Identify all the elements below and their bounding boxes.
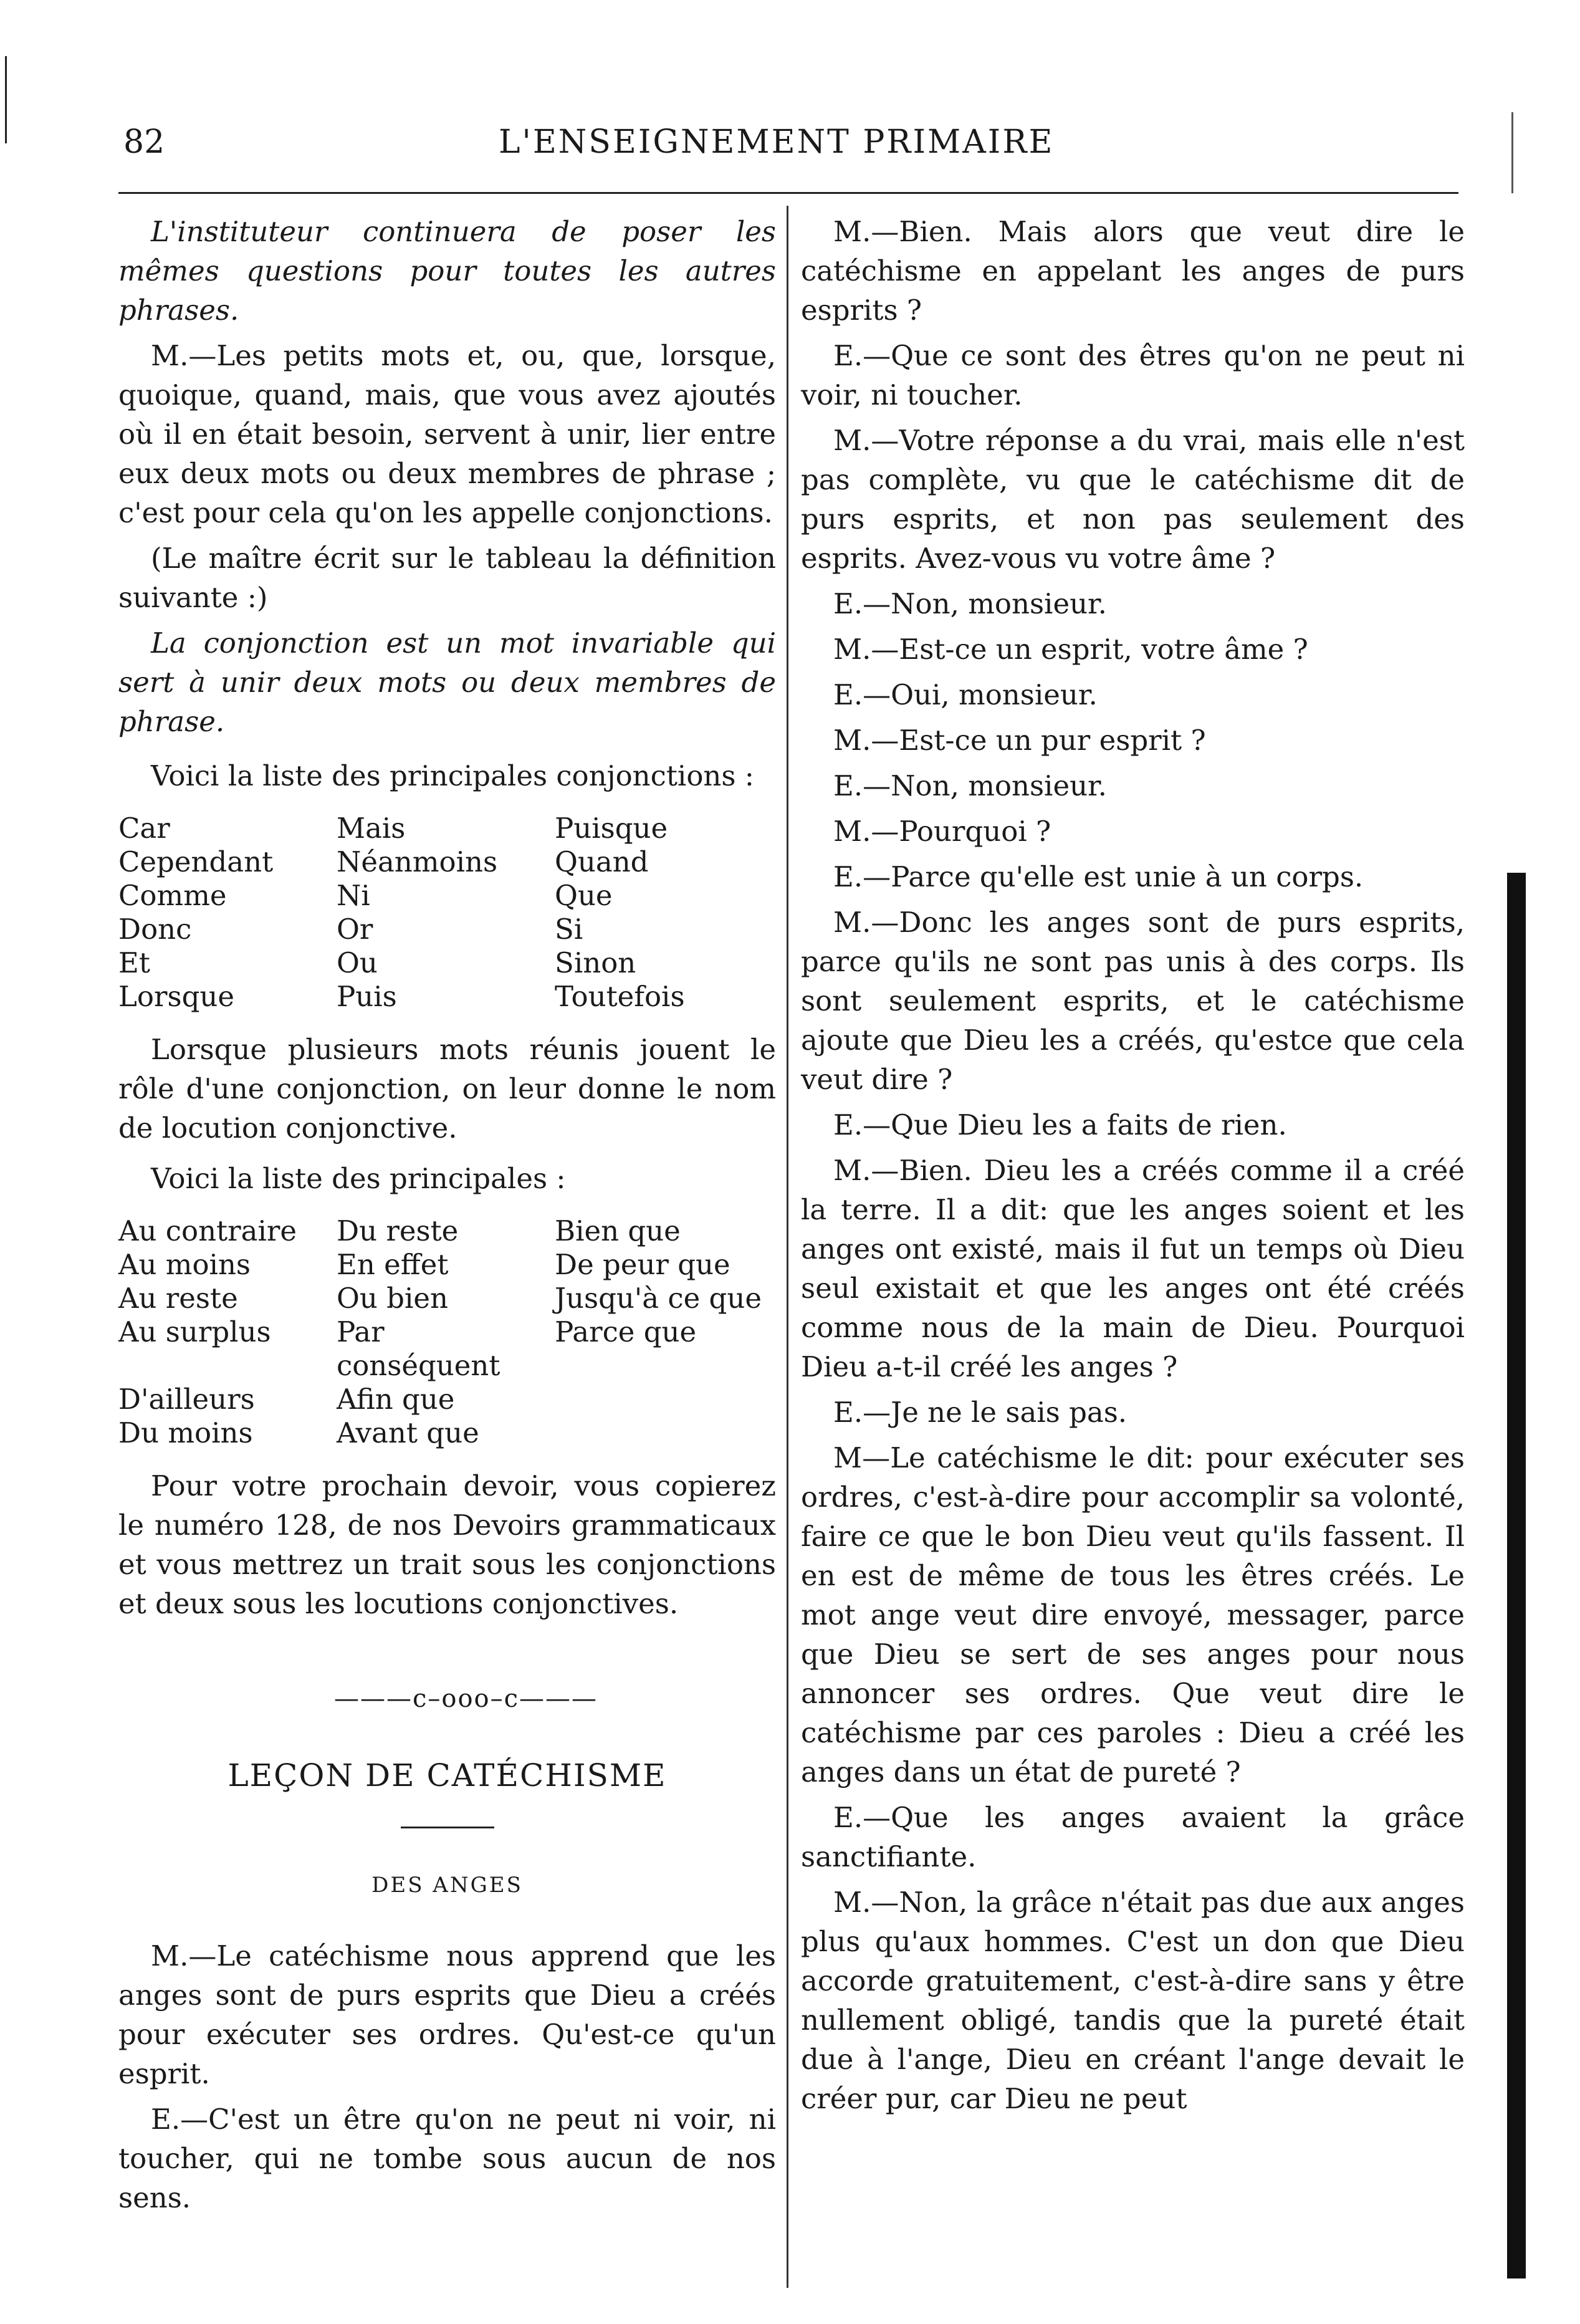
dialogue-paragraph: M.—Le catéchisme nous apprend que les anges sont de purs esprits que Dieu a créés pour exécuter ses ordres. Qu'est-ce qu'un esprit. bbox=[118, 1939, 776, 2090]
text-paragraph: Lorsque plusieurs mots réunis jouent le rôle d'une conjonction, on leur donne le nom de locution conjonctive. bbox=[118, 1033, 776, 1145]
list-word: Au surplus bbox=[118, 1315, 271, 1348]
list-word: Bien que bbox=[555, 1214, 681, 1247]
dialogue-paragraph: E.—Non, monsieur. bbox=[833, 587, 1107, 620]
list-row bbox=[118, 1416, 773, 1450]
dialogue-paragraph: M.—Est-ce un esprit, votre âme ? bbox=[833, 633, 1308, 666]
list-word: Si bbox=[555, 913, 583, 946]
list-word: Afin que bbox=[337, 1383, 455, 1416]
dialogue-paragraph: E.—Que Dieu les a faits de rien. bbox=[833, 1108, 1287, 1141]
list-row bbox=[118, 845, 773, 879]
list-word: Au reste bbox=[118, 1282, 238, 1315]
list-word: Donc bbox=[118, 913, 192, 946]
list-word: Puisque bbox=[555, 812, 668, 845]
scan-gutter-shadow bbox=[1507, 873, 1526, 2278]
dialogue-paragraph: M.—Votre réponse a du vrai, mais elle n'est pas complète, vu que le catéchisme dit de purs esprits, et non pas seulement des esprits. Avez-vous vu votre âme ? bbox=[801, 424, 1465, 575]
list-row bbox=[118, 812, 773, 845]
conjunction-list bbox=[118, 812, 773, 1014]
list-word: Lorsque bbox=[118, 980, 234, 1013]
list-word: Ni bbox=[337, 879, 370, 912]
page-number: 82 bbox=[123, 123, 165, 161]
list-word: Puis bbox=[337, 980, 397, 1013]
dialogue-paragraph: E.—Je ne le sais pas. bbox=[833, 1396, 1128, 1429]
list-row bbox=[118, 1315, 773, 1383]
list-word: Comme bbox=[118, 879, 227, 912]
list-row bbox=[118, 1383, 773, 1416]
text-paragraph: Pour votre prochain devoir, vous copierez le numéro 128, de nos Devoirs grammaticaux et vous mettrez un trait sous les conjonctions et deux sous les locutions conjonctives. bbox=[118, 1469, 776, 1620]
dialogue-paragraph: M.—Donc les anges sont de purs esprits, parce qu'ils ne sont pas unis à des corps. Ils sont seulement esprits, et le catéchisme ajoute que Dieu les a créés, qu'estce que cela veut dire ? bbox=[801, 906, 1465, 1096]
list-word: Du moins bbox=[118, 1416, 253, 1449]
list-word: D'ailleurs bbox=[118, 1383, 255, 1416]
dialogue-paragraph: M.—Pourquoi ? bbox=[833, 815, 1051, 848]
locution-list bbox=[118, 1214, 773, 1450]
dialogue-paragraph: E.—C'est un être qu'on ne peut ni voir, ni toucher, qui ne tombe sous aucun de nos sens. bbox=[118, 2103, 776, 2214]
dialogue-paragraph: E.—Que ce sont des êtres qu'on ne peut ni voir, ni toucher. bbox=[801, 339, 1465, 411]
scan-edge-mark bbox=[1511, 112, 1513, 193]
list-word: En effet bbox=[337, 1248, 449, 1281]
list-row bbox=[118, 946, 773, 980]
dialogue-paragraph: M.—Bien. Dieu les a créés comme il a créé la terre. Il a dit: que les anges soient et les anges ont existé, mais il fut un temps où Dieu seul existait et que les anges ont été créés comme nous de la main de Dieu. Pourquoi Dieu a-t-il créé les anges ? bbox=[801, 1154, 1465, 1383]
list-word: Ou bien bbox=[337, 1282, 448, 1315]
list-word: Du reste bbox=[337, 1214, 459, 1247]
list-word: Au contraire bbox=[118, 1214, 297, 1247]
list-word: Ou bbox=[337, 946, 378, 979]
list-word: Que bbox=[555, 879, 613, 912]
left-column bbox=[118, 212, 776, 2224]
list-word: Et bbox=[118, 946, 150, 979]
dialogue-paragraph: M.—Non, la grâce n'était pas due aux anges plus qu'aux hommes. C'est un don que Dieu accorde gratuitement, c'est-à-dire sans y être nullement obligé, tandis que la pureté était due à l'ange, Dieu en créant l'ange devait le créer pur, car Dieu ne peut bbox=[801, 1886, 1465, 2115]
lesson-title: LEÇON DE CATÉCHISME bbox=[227, 1757, 667, 1793]
definition-paragraph: La conjonction est un mot invariable qui sert à unir deux mots ou deux membres de phrase. bbox=[118, 627, 776, 738]
dialogue-paragraph: M—Le catéchisme le dit: pour exécuter ses ordres, c'est-à-dire pour accomplir sa volonté, faire ce que le bon Dieu veut qu'ils fassent. Il en est de même de tous les êtres créés. Le mot ange veut dire envoyé, messager, parce que Dieu se sert de ses anges pour nous annoncer ses ordres. Que veut dire le catéchisme par ces paroles : Dieu a créé les anges dans un état de pureté ? bbox=[801, 1441, 1465, 1789]
list-word: Cependant bbox=[118, 845, 274, 878]
list-word: Quand bbox=[555, 845, 649, 878]
list-row bbox=[118, 913, 773, 946]
dialogue-paragraph: M.—Bien. Mais alors que veut dire le catéchisme en appelant les anges de purs esprits ? bbox=[801, 215, 1465, 327]
list-word: Sinon bbox=[555, 946, 636, 979]
text-paragraph: (Le maître écrit sur le tableau la définition suivante :) bbox=[118, 542, 776, 614]
list-word: Or bbox=[337, 913, 373, 946]
title-rule bbox=[401, 1827, 494, 1828]
dialogue-paragraph: E.—Parce qu'elle est unie à un corps. bbox=[833, 860, 1364, 893]
right-column bbox=[801, 212, 1465, 2125]
instruction-paragraph: L'instituteur continuera de poser les mêmes questions pour toutes les autres phrases. bbox=[118, 215, 776, 327]
dialogue-paragraph: M.—Est-ce un pur esprit ? bbox=[833, 724, 1206, 757]
list-word: Mais bbox=[337, 812, 406, 845]
list-word: De peur que bbox=[555, 1248, 730, 1281]
list-word: Toutefois bbox=[555, 980, 685, 1013]
dialogue-paragraph: E.—Non, monsieur. bbox=[833, 769, 1107, 802]
scan-edge-mark bbox=[5, 56, 7, 143]
list-word bbox=[555, 1383, 773, 1416]
header-rule bbox=[118, 192, 1458, 194]
list-row bbox=[118, 1248, 773, 1282]
list-row bbox=[118, 1282, 773, 1315]
column-divider bbox=[787, 206, 788, 2288]
list-word: Au moins bbox=[118, 1248, 251, 1281]
list-word: Avant que bbox=[337, 1416, 479, 1449]
section-ornament: ———c–ooo–c——— bbox=[333, 1684, 598, 1713]
running-title: L'ENSEIGNEMENT PRIMAIRE bbox=[499, 123, 1055, 161]
list-row bbox=[118, 1214, 773, 1248]
list-word: Néanmoins bbox=[337, 845, 498, 878]
list-word: Jusqu'à ce que bbox=[555, 1282, 762, 1315]
list-intro: Voici la liste des principales : bbox=[151, 1162, 566, 1195]
list-word: Parce que bbox=[555, 1315, 697, 1348]
dialogue-paragraph: E.—Oui, monsieur. bbox=[833, 678, 1098, 711]
list-row bbox=[118, 879, 773, 913]
list-word: Car bbox=[118, 812, 170, 845]
list-word bbox=[555, 1416, 773, 1450]
list-word: Par conséquent bbox=[337, 1315, 500, 1382]
dialogue-paragraph: E.—Que les anges avaient la grâce sanctifiante. bbox=[801, 1801, 1465, 1873]
text-paragraph: M.—Les petits mots et, ou, que, lorsque, quoique, quand, mais, que vous avez ajoutés où il en était besoin, servent à unir, lier entre eux deux mots ou deux membres de phrase ; c'est pour cela qu'on les appelle conjonctions. bbox=[118, 339, 776, 529]
list-row bbox=[118, 980, 773, 1014]
lesson-subtitle: DES ANGES bbox=[371, 1873, 523, 1898]
list-intro: Voici la liste des principales conjonctions : bbox=[151, 759, 754, 792]
